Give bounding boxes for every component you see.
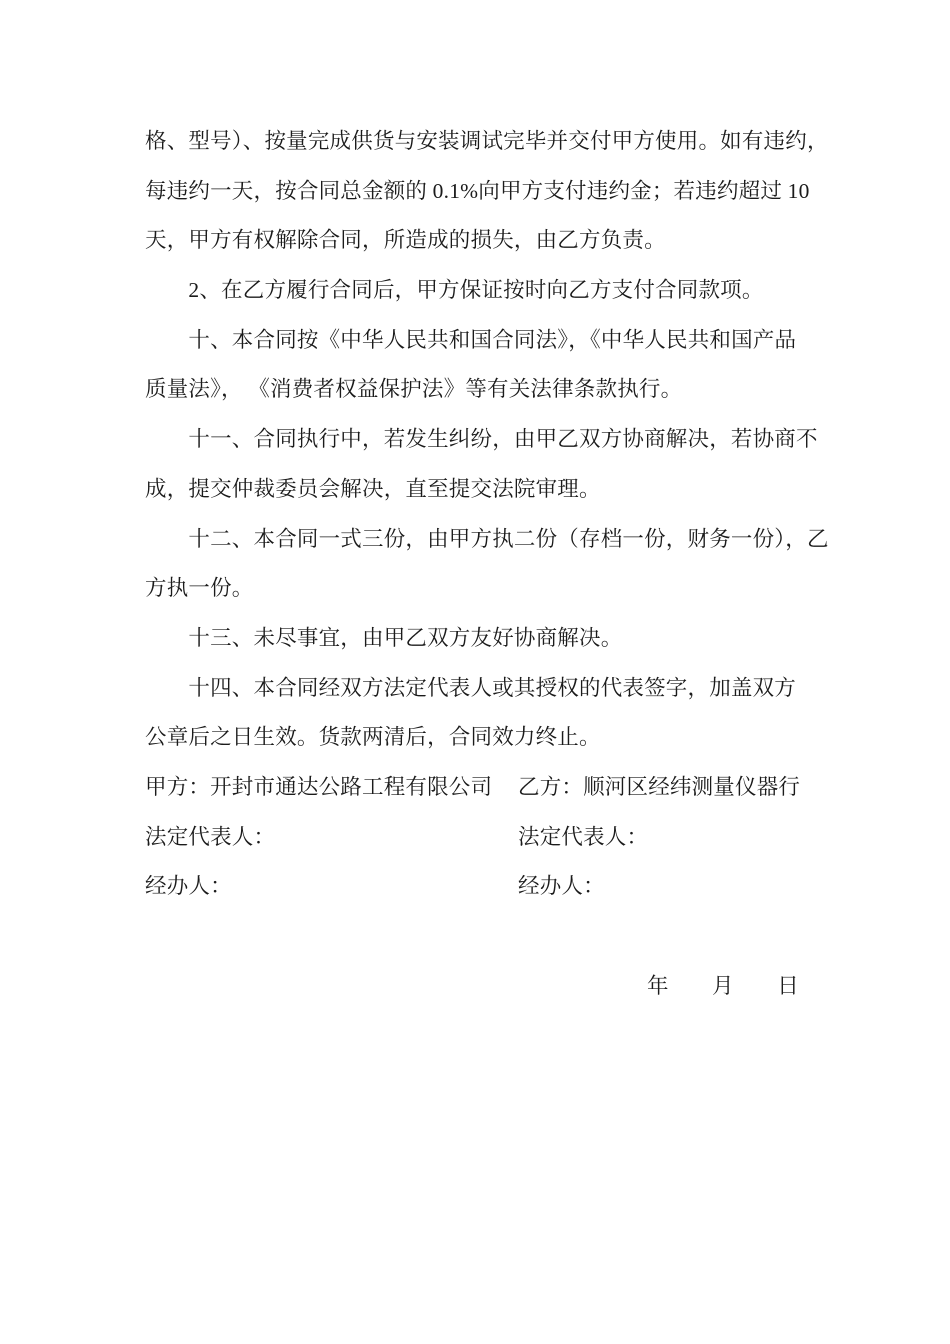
body-line-clause-11: 十一、合同执行中，若发生纠纷，由甲乙双方协商解决，若协商不	[145, 427, 818, 452]
party-b-name: 乙方：顺河区经纬测量仪器行	[518, 774, 801, 799]
body-line: 方执一份。	[145, 576, 254, 601]
body-line: 天，甲方有权解除合同，所造成的损失，由乙方负责。	[145, 228, 666, 253]
party-b-handler-label: 经办人：	[518, 874, 605, 899]
body-line: 公章后之日生效。货款两清后，合同效力终止。	[145, 725, 601, 750]
party-a-name: 甲方：开封市通达公路工程有限公司	[145, 774, 493, 799]
body-line: 质量法》， 《消费者权益保护法》等有关法律条款执行。	[145, 377, 683, 402]
party-b-legal-rep-label: 法定代表人：	[518, 824, 649, 849]
body-line-clause-13: 十三、未尽事宜，由甲乙双方友好协商解决。	[145, 625, 623, 650]
body-line: 成，提交仲裁委员会解决，直至提交法院审理。	[145, 476, 601, 501]
body-line-clause-12: 十二、本合同一式三份，由甲方执二份（存档一份，财务一份），乙	[145, 526, 829, 551]
party-a-handler-label: 经办人：	[145, 874, 232, 899]
date-line-row	[145, 962, 821, 1012]
date-line: 年 月 日	[647, 973, 799, 998]
body-line-clause-10: 十、本合同按《中华人民共和国合同法》，《中华人民共和国产品	[145, 327, 797, 352]
blank-line	[145, 912, 821, 962]
body-line: 格、型号）、按量完成供货与安装调试完毕并交付甲方使用。如有违约，	[145, 129, 829, 153]
party-a-legal-rep-label: 法定代表人：	[145, 824, 276, 849]
signature-row-handler	[145, 862, 821, 912]
body-line-clause-14: 十四、本合同经双方法定代表人或其授权的代表签字，加盖双方	[145, 675, 797, 700]
signature-row-parties	[145, 763, 821, 813]
body-line-clause-2: 2、在乙方履行合同后，甲方保证按时向乙方支付合同款项。	[145, 278, 764, 303]
contract-body	[145, 117, 829, 1011]
body-line: 每违约一天，按合同总金额的 0.1%向甲方支付违约金；若违约超过 10	[145, 178, 810, 203]
signature-row-legal-rep	[145, 813, 821, 863]
